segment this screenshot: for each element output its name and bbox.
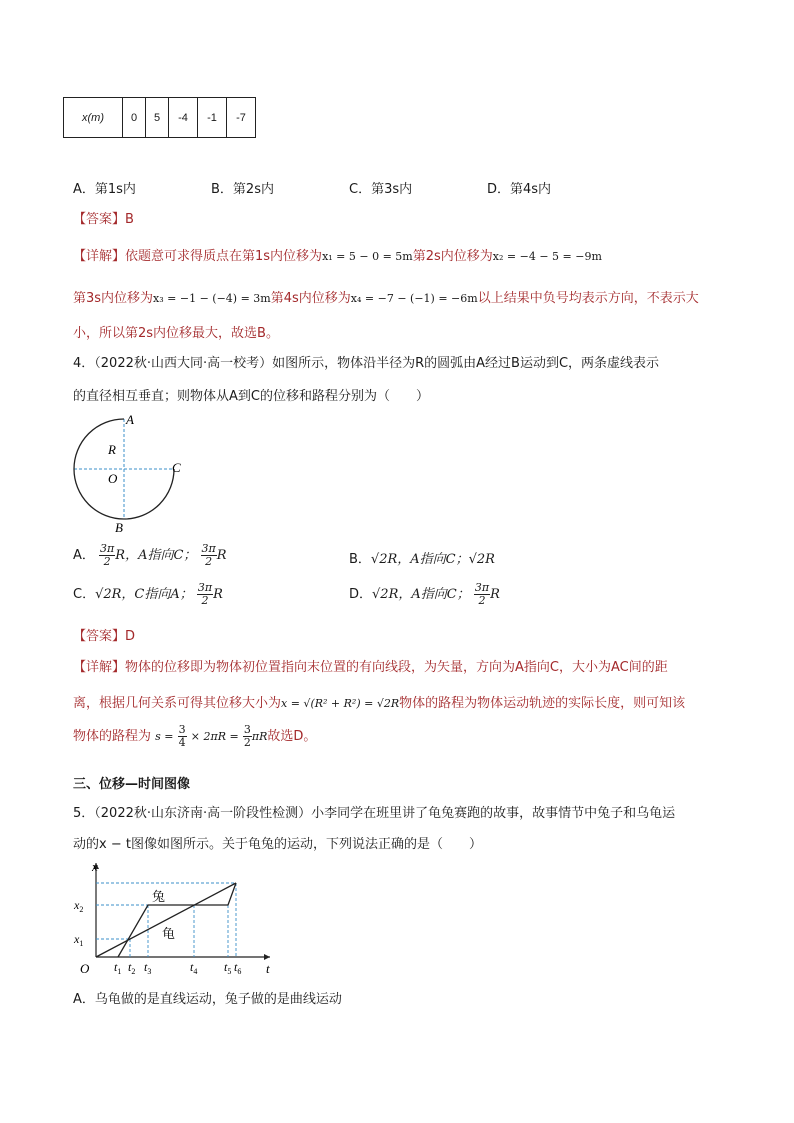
tick-t3-sub: 3 [147,967,152,976]
tick-t5: $t_5$ [224,960,232,976]
q5-stem-line2: 动的x − t图像如图所示。关于龟兔的运动，下列说法正确的是（ ） [73,837,482,852]
fraction [474,582,490,607]
answer-value: B [125,212,134,227]
equation: x = √(R² + R²) = √2R [281,697,400,710]
tick-x2-sub: 2 [79,905,84,914]
frac-den: 2 [205,555,213,568]
q4-stem-line1: 4．（2022秋·山西大同·高一校考）如图所示，物体沿半径为R的圆弧由A经过B运动到C，两条虚线表示 [73,356,660,371]
q4-option-d [349,582,500,607]
option-text: √2R，A指向C；√2R [370,552,495,567]
fraction [99,543,115,568]
tick-t1: $t_1$ [114,960,122,976]
tick-x1: $x_1$ [74,932,84,948]
fraction [243,724,252,749]
option-text: R，A指向C； [115,548,197,563]
tick-t1-sub: 1 [117,967,122,976]
tick-t2: $t_2$ [128,960,136,976]
detail-text: 离，根据几何关系可得其位移大小为 [73,696,282,711]
q3-option-a: A．第1s内 [73,182,136,197]
detail-text: 故选D。 [267,729,317,744]
q3-answer [73,208,134,227]
fraction [178,724,187,749]
table-cell: 5 [146,98,169,138]
q3-option-d: D．第4s内 [487,182,552,197]
q3-detail-line3: 小，所以第2s内位移最大，故选B。 [73,326,279,341]
detail-text: 第3s内位移为 [73,291,154,306]
option-text: √2R，C指向A； [95,587,193,602]
q4-detail-line1 [73,656,668,675]
q4-detail-line2 [73,692,685,711]
q4-detail-line3 [73,724,316,749]
tick-x1-sub: 1 [79,939,84,948]
frac-den: 2 [103,555,111,568]
label-o: O [108,471,118,486]
detail-label: 【详解】 [73,660,126,675]
table-cell: -1 [198,98,227,138]
answer-label: 【答案】 [73,212,126,227]
label-r: R [108,442,116,457]
label-tortoise: 龟 [162,926,176,941]
equation: x₃ = −1 − (−4) = 3m [153,292,271,305]
option-text: √2R，A指向C； [372,587,470,602]
q4-option-b [349,548,495,567]
equation: πR [251,730,268,743]
detail-text: 物体的位移即为物体初位置指向末位置的有向线段，为矢量，方向为A指向C，大小为AC间的距 [125,660,668,675]
series-tortoise [96,883,236,957]
tick-t4-sub: 4 [193,967,198,976]
position-table [63,97,256,138]
q5-option-a: A．乌龟做的是直线运动，兔子做的是曲线运动 [73,992,342,1007]
frac-den: 2 [243,736,251,749]
frac-num: 3 [178,723,186,736]
q4-option-a [73,543,227,568]
detail-text: 以上结果中负号均表示方向，不表示大 [477,291,699,306]
detail-text: 第2s内位移为 [412,249,493,264]
t-axis-arrow [264,954,270,960]
label-a: A [126,412,134,427]
arc-figure [60,410,200,540]
fraction [197,582,213,607]
option-text: R [213,587,223,602]
label-c: C [172,460,181,475]
tick-t6: $t_6$ [234,960,242,976]
section-title: 三、位移—时间图像 [73,777,191,792]
tick-t4: $t_4$ [190,960,198,976]
option-label: D． [349,587,373,602]
detail-text: 物体的路程为 [73,729,152,744]
frac-num: 3π [201,542,216,555]
equation: x₁ = 5 − 0 = 5m [322,250,413,263]
q3-detail-line2 [73,287,699,306]
equation: s = [155,730,174,743]
detail-text: 依题意可求得质点在第1s内位移为 [125,249,323,264]
answer-value: D [125,629,136,644]
q4-answer [73,625,135,644]
q5-stem-line1: 5．（2022秋·山东济南·高一阶段性检测）小李同学在班里讲了龟兔赛跑的故事，故事情节中兔子和乌龟运 [73,806,676,821]
frac-num: 3π [100,542,115,555]
detail-label: 【详解】 [73,249,126,264]
option-label: B． [349,552,371,567]
option-text: R [216,548,227,563]
option-text: R [490,587,500,602]
fraction [201,543,217,568]
frac-den: 2 [478,594,486,607]
tick-t3: $t_3$ [144,960,152,976]
q4-stem-line2: 的直径相互垂直；则物体从A到C的位移和路程分别为（ ） [73,389,429,404]
tick-t2-sub: 2 [131,967,136,976]
table-cell: -7 [227,98,256,138]
q3-detail-line1 [73,245,602,264]
detail-text: 第4s内位移为 [270,291,351,306]
frac-den: 2 [201,594,209,607]
series-rabbit [118,883,236,957]
tick-t6-sub: 6 [237,967,242,976]
table-cell: -4 [169,98,198,138]
q3-option-c: C．第3s内 [349,182,413,197]
q4-option-c [73,582,223,607]
tick-t5-sub: 5 [227,967,232,976]
tick-x2: $x_2$ [74,898,84,914]
label-b: B [115,520,123,535]
axis-label-t: t [266,961,270,976]
equation: x₄ = −7 − (−1) = −6m [350,292,478,305]
frac-den: 4 [178,736,186,749]
origin-label: O [80,961,90,976]
frac-num: 3π [197,581,213,594]
table-cell: 0 [123,98,146,138]
q3-option-b: B．第2s内 [211,182,274,197]
answer-label: 【答案】 [73,629,126,644]
equation: × 2πR = [190,730,239,743]
option-label: C． [73,587,96,602]
table-header-cell: x(m) [64,98,123,138]
detail-text: 物体的路程为物体运动轨迹的实际长度，则可知该 [399,696,686,711]
frac-num: 3 [243,723,251,736]
label-rabbit: 兔 [152,889,166,904]
option-label: A． [73,548,95,563]
xt-chart [70,855,285,980]
equation: x₂ = −4 − 5 = −9m [492,250,602,263]
frac-num: 3π [474,581,490,594]
axis-label-x: x [92,859,98,874]
